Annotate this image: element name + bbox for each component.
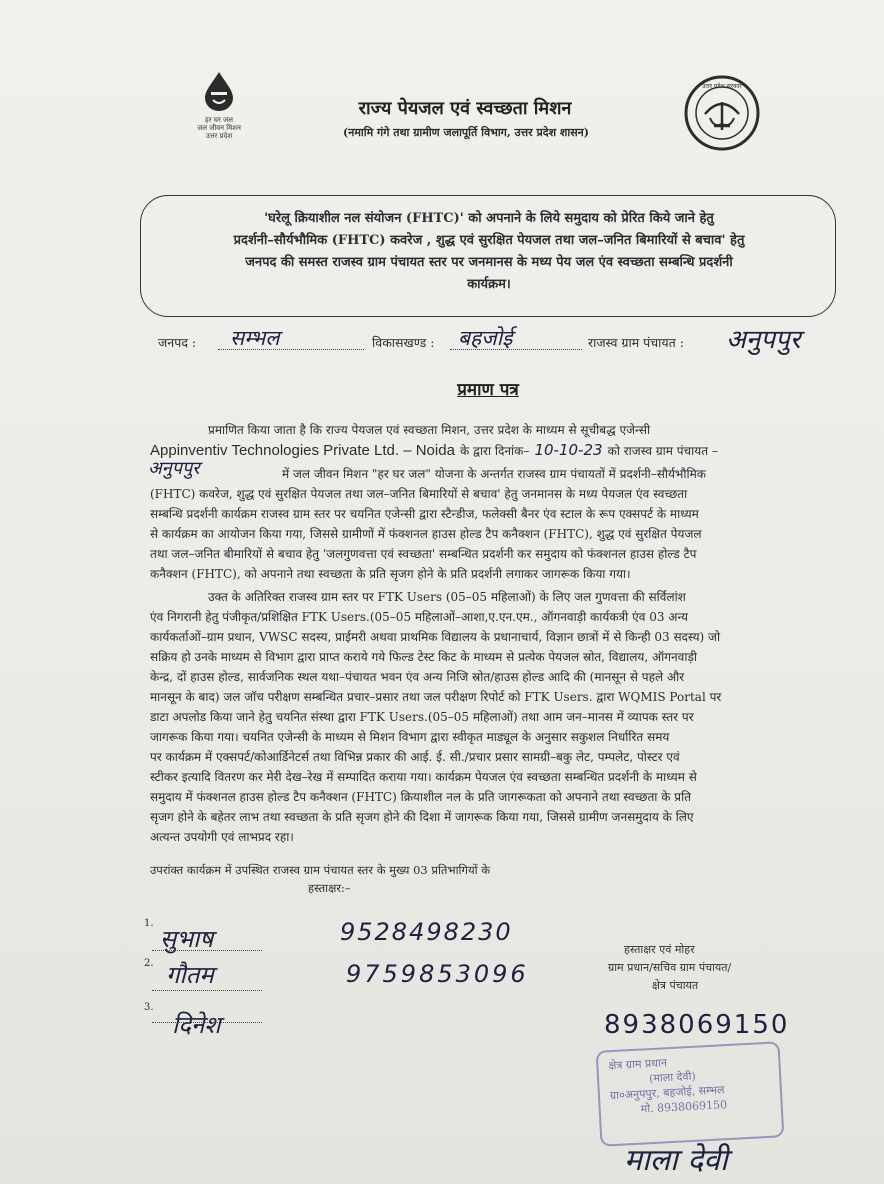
- para1-line-5: सम्बन्धि प्रदर्शनी कार्यक्रम राजस्व ग्राम स्तर पर चयनित एजेन्सी द्वारा स्टैन्डीज, फलेक्सी बैनर एंव स्टाल के रूप एक्सपर्ट के माध्यम: [150, 507, 699, 521]
- para1-line-3: में जल जीवन मिशन "हर घर जल" योजना के अन्तर्गत राजस्व ग्राम पंचायतों में प्रदर्शनी–सौर्यभौमिक: [282, 467, 706, 481]
- block-label: विकासखण्ड :: [372, 335, 435, 350]
- signature-intro-2: हस्ताक्षर:–: [308, 881, 351, 895]
- para1-line-1: प्रमाणित किया जाता है कि राज्य पेयजल एवं स्वच्छता मिशन, उत्तर प्रदेश के माध्यम से सूचीबद्ध एजेन्सी: [208, 423, 651, 437]
- block-value: बहजोई: [458, 326, 513, 350]
- para2-line-8: जागरूक किया गया। चयनित एजेन्सी के माध्यम से मिशन विभाग द्वारा स्वीकृत माड्यूल के अनुसार सकुशल निर्धारित समय: [150, 730, 670, 744]
- topic-line-4: कार्यक्रम।: [467, 277, 511, 292]
- logo-subtag2: उत्तर प्रदेश: [205, 132, 233, 140]
- district-label: जनपद :: [158, 335, 197, 350]
- stamp-line-4: मो. 8938069150: [640, 1098, 728, 1116]
- para1-line-2: [150, 440, 850, 462]
- para1-line-4: (FHTC) कवरेज, शुद्ध एवं सुरक्षित पेयजल तथा जल–जनित बिमारियों से बचाव' हेतु जनमानस के मध्य पेयजल एंव स्वच्छता: [150, 487, 688, 501]
- water-drop-icon: [199, 70, 239, 112]
- pradhan-signature: माला देवी: [624, 1143, 728, 1178]
- para2-line-4: सक्रिय हो उनके माध्यम से विभाग द्वारा प्राप्त कराये गये फिल्ड टेस्ट किट के माध्यम से प्रत्येक पेयजल स्रोत, विद्यालय, ऑगनवाड़ी: [150, 650, 697, 664]
- village-name-handwritten: अनुपपुर: [148, 458, 200, 479]
- participant-2-signature: गौतम: [166, 961, 214, 989]
- har-ghar-jal-logo: [186, 70, 252, 150]
- topic-line-1: 'घरेलू क्रियाशील नल संयोजन (FHTC)' को अपनाने के लिये समुदाय को प्रेरित किये जाने हेतु: [264, 211, 714, 226]
- program-date: 10-10-23: [534, 441, 603, 459]
- panchayat-label: राजस्व ग्राम पंचायत :: [588, 335, 684, 350]
- pradhan-rubber-stamp: [596, 1041, 785, 1146]
- participant-1-no: 1.: [144, 918, 154, 929]
- location-fields: [158, 325, 858, 362]
- para1-line-6: से कार्यक्रम का आयोजन किया गया, जिससे ग्रामीणों में फंक्शनल हाउस होल्ड टैप कनैक्शन (FHTC), शुद्ध एवं सुरक्षित पेयजल: [150, 527, 702, 541]
- logo-tagline: हर घर जल: [205, 116, 233, 124]
- pradhan-designation: ग्राम प्रधान/सचिव ग्राम पंचायत/: [608, 961, 732, 974]
- logo-subtag: जल जीवन मिशन: [197, 124, 241, 132]
- para2-line-5: केन्द्र, दों हाउस होल्ड, सार्वजनिक स्थल यथा–पंचायत भवन एंव अन्य निजि स्रोत/हाउस होल्ड आदि की (मानसून से पहले और: [150, 670, 685, 684]
- topic-line-2: प्रदर्शनी–सौर्यभौमिक (FHTC) कवरेज , शुद्ध एवं सुरक्षित पेयजल तथा जल–जनित बिमारियों से बचाव' हेतु: [233, 233, 745, 248]
- para2-line-11: समुदाय में फंक्शनल हाउस होल्ड टैप कनैक्शन (FHTC) क्रियाशील नल के प्रति जागरूकता को अपनाने तथा स्वच्छता के प्रति: [150, 790, 692, 804]
- panchayat-value: अनुपपुर: [726, 325, 801, 355]
- by-date-label: के द्वारा दिनांक–: [460, 444, 530, 458]
- participant-2-no: 2.: [144, 958, 154, 969]
- participant-3-no: 3.: [144, 1002, 154, 1013]
- seal-text: उत्तर प्रदेश सरकार: [702, 83, 742, 90]
- para1-line-7: तथा जल–जनित बीमारियों से बचाव हेतु 'जलगुणवत्ता एवं स्वच्छता' सम्बन्धित प्रदर्शनी कर समुदाय को फंक्शनल हाउस होल्ड टैप: [150, 547, 697, 561]
- stamp-line-3: ग्रा०अनुपपुर, बहजोई, सम्भल: [609, 1083, 725, 1103]
- certificate-title: प्रमाण पत्र: [457, 380, 519, 400]
- participant-1-phone: 9528498230: [340, 918, 513, 946]
- up-government-seal: [683, 74, 761, 152]
- district-value: सम्भल: [230, 326, 280, 350]
- para2-line-13: अत्यन्त उपयोगी एवं लाभप्रद रहा।: [150, 830, 294, 844]
- para2-line-12: सृजग होने के बहेतर लाभ तथा स्वच्छता के प्रति सृजग होने की दिशा में जागरूक किया गया, जिससे ग्रामीण जनसमुदाय के लिए: [150, 810, 694, 824]
- topic-line-3: जनपद की समस्त राजस्व ग्राम पंचायत स्तर पर जनमानस के मध्य पेय जल एंव स्वच्छता सम्बन्धि प्रदर्शनी: [245, 255, 733, 270]
- signature-intro-1: उपरांक्त कार्यक्रम में उपस्थित राजस्व ग्राम पंचायत स्तर के मुख्य 03 प्रतिभागियों के: [150, 863, 491, 877]
- participant-2-phone: 9759853096: [346, 960, 529, 988]
- stamp-line-2: (माला देवी): [648, 1069, 697, 1086]
- para2-line-1: उक्त के अतिरिक्त राजस्व ग्राम स्तर पर FTK Users (05–05 महिलाओं) के लिए जल गुणवत्ता की सर्विलांश: [208, 590, 686, 604]
- para2-line-6: मानसून के बाद) जल जॉच परीक्षण सम्बन्धित प्रचार–प्रसार तथा जल परीक्षण रिपोर्ट को FTK Users. द्वारा WQMIS Portal पर: [150, 690, 722, 704]
- panchayat-ref: को राजस्व ग्राम पंचायत –: [607, 444, 718, 458]
- pradhan-phone: 8938069150: [604, 1010, 790, 1040]
- participant-3-signature: दिनेश: [172, 1011, 221, 1039]
- mission-title: राज्य पेयजल एवं स्वच्छता मिशन: [358, 98, 572, 119]
- participant-1-signature: सुभाष: [160, 925, 214, 953]
- mission-subtitle: (नमामि गंगे तथा ग्रामीण जलापूर्ति विभाग, उत्तर प्रदेश शासन): [343, 126, 589, 139]
- program-topic-box: [140, 195, 836, 317]
- agency-name: Appinventiv Technologies Private Ltd. – Noida: [150, 442, 455, 459]
- para2-line-10: स्टीकर इत्यादि वितरण कर मेरी देख–रेख में सम्पादित कराया गया। कार्यक्रम पेयजल एंव स्वच्छता सम्बन्धित प्रदर्शनी के माध्यम से: [150, 770, 697, 784]
- para2-line-2: एंव निगरानी हेतु पंजीकृत/प्रशिक्षित FTK Users.(05–05 महिलाओं–आशा,ए.एन.एम., ऑगनवाड़ी कार्यकत्री एंव 03 अन्य: [150, 610, 688, 624]
- para2-line-7: डाटा अपलोड किया जाने हेतु चयनित संस्था द्वारा FTK Users.(05–05 महिलाओं) तथा आम जन–मानस में व्यापक स्तर पर: [150, 710, 694, 724]
- kshetra-panchayat-label: क्षेत्र पंचायत: [652, 979, 699, 992]
- para2-line-3: कार्यकर्ताओं–ग्राम प्रधान, VWSC सदस्य, प्राईमरी अथवा प्राथमिक विद्यालय के प्रधानाचार्य, विज्ञान छात्रों में से किन्ही 03 सदस्य) जो: [150, 630, 721, 644]
- stamp-line-1: क्षेत्र ग्राम प्रधान: [608, 1056, 668, 1073]
- signature-stamp-label: हस्ताक्षर एवं मोहर: [624, 943, 695, 956]
- para2-line-9: पर कार्यक्रम में एक्सपर्ट/कोआर्डिनेटर्स तथा विभिन्न प्रकार की आई. ई. सी./प्रचार प्रसार सामग्री–बकु लेट, पम्पलेट, पोस्टर एवं: [150, 750, 680, 764]
- para1-line-8: कनैक्शन (FHTC), को अपनाने तथा स्वच्छता के प्रति सृजग होने के प्रति प्रदर्शनी लगाकर जागरूक किया गया।: [150, 567, 631, 581]
